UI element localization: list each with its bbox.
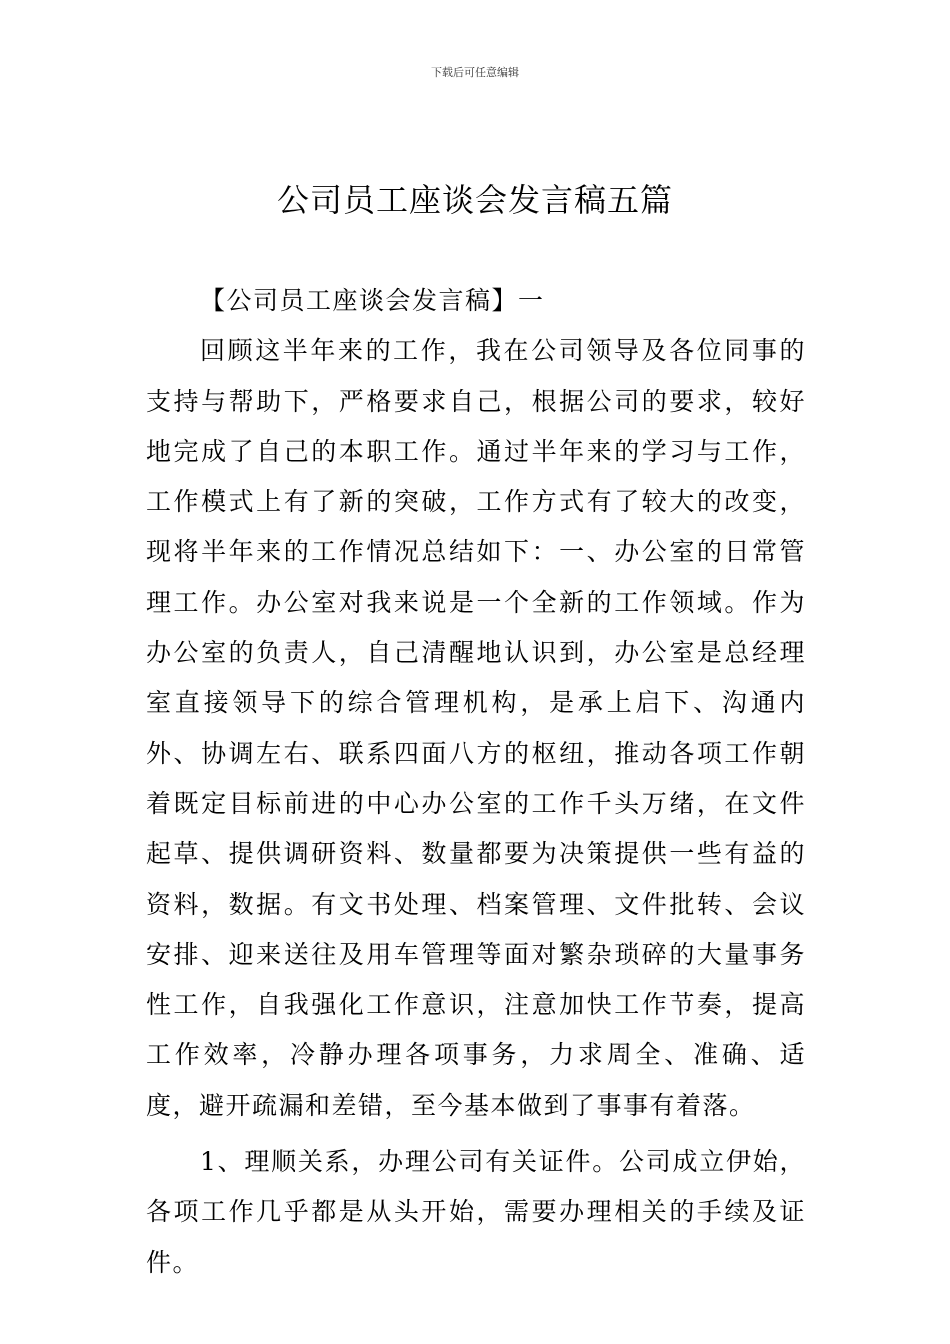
body-paragraph-1: 回顾这半年来的工作，我在公司领导及各位同事的支持与帮助下，严格要求自己，根据公司的要求，较好地完成了自己的本职工作。通过半年来的学习与工作，工作模式上有了新的突破，工作方式有了较大的改变，现将半年来的工作情况总结如下：一、办公室的日常管理工作。办公室对我来说是一个全新的工作领域。作为办公室的负责人，自己清醒地认识到，办公室是总经理室直接领导下的综合管理机构，是承上启下、沟通内外、协调左右、联系四面八方的枢纽，推动各项工作朝着既定目标前进的中心办公室的工作千头万绪，在文件起草、提供调研资料、数量都要为决策提供一些有益的资料，数据。有文书处理、档案管理、文件批转、会议安排、迎来送往及用车管理等面对繁杂琐碎的大量事务性工作，自我强化工作意识，注意加快工作节奏，提高工作效率，冷静办理各项事务，力求周全、准确、适度，避开疏漏和差错，至今基本做到了事事有着落。 (146, 336, 806, 1120)
document-body (146, 276, 806, 1288)
document-title: 公司员工座谈会发言稿五篇 (276, 181, 673, 219)
body-paragraph-2: 1、理顺关系，办理公司有关证件。公司成立伊始，各项工作几乎都是从头开始，需要办理相关的手续及证件。 (146, 1147, 806, 1277)
section-heading: 【公司员工座谈会发言稿】一 (200, 286, 545, 315)
header-note: 下载后可任意编辑 (431, 66, 519, 79)
